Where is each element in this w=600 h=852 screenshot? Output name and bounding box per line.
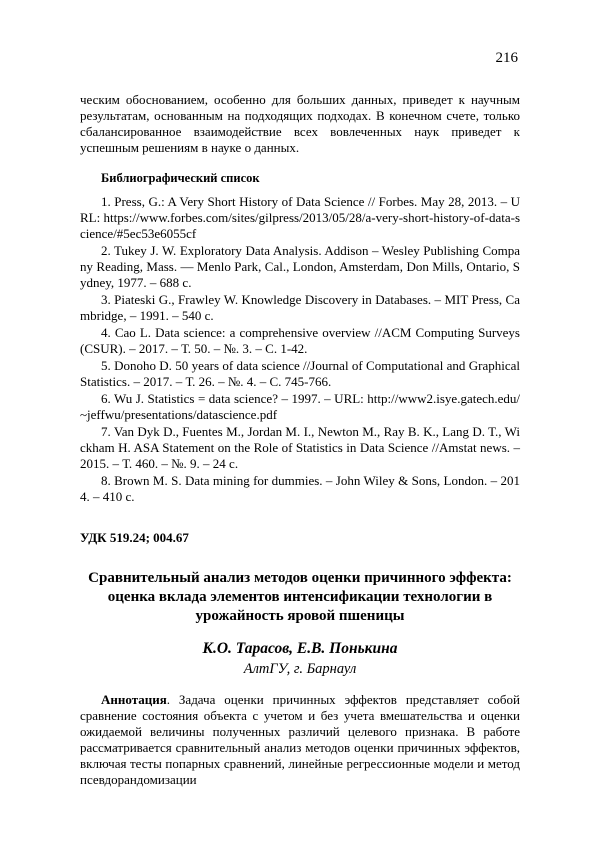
bibliography-heading: Библиографический список xyxy=(80,170,520,186)
reference-item-5: 5. Donoho D. 50 years of data science //Journal of Computational and Graphical Statistics. – 2017. – Т. 26. – №. 4. – С. 745-766. xyxy=(80,358,520,390)
reference-item-2: 2. Tukey J. W. Exploratory Data Analysis. Addison – Wesley Publishing Company Reading, Mass. — Menlo Park, Cal., London, Amsterdam, Don Mills, Ontario, Sydney, 1977. – 688 c. xyxy=(80,243,520,291)
reference-item-4: 4. Cao L. Data science: a comprehensive overview //ACM Computing Surveys (CSUR). – 2017. – Т. 50. – №. 3. – С. 1-42. xyxy=(80,325,520,357)
intro-paragraph: ческим обоснованием, особенно для больших данных, приведет к научным результатам, основанным на подходящих подходах. В конечном счете, только сбалансированное взаимодействие всех вовлеченных наук приведет к успешным решениям в науке о данных. xyxy=(80,92,520,156)
author-affiliation: АлтГУ, г. Барнаул xyxy=(80,660,520,678)
page-number: 216 xyxy=(496,50,519,67)
article-authors: К.О. Тарасов, Е.В. Понькина xyxy=(80,639,520,658)
abstract-text: . Задача оценки причинных эффектов представляет собой сравнение состояния объекта с учетом и без учета вмешательства и оценки ожидаемой величины полученных различий целевого признака. В работе рассматривается сравнительный анализ методов оценки причинных эффектов, включая тесты попарных сравнений, линейные регрессионные модели и метод псевдорандомизации xyxy=(80,692,520,787)
abstract-paragraph xyxy=(80,692,520,788)
page-content xyxy=(80,92,520,788)
document-page xyxy=(0,0,600,852)
reference-list xyxy=(80,194,520,505)
udk-code: УДК 519.24; 004.67 xyxy=(80,530,520,546)
reference-item-3: 3. Piateski G., Frawley W. Knowledge Discovery in Databases. – MIT Press, Cambridge, – 1991. – 540 c. xyxy=(80,292,520,324)
reference-item-7: 7. Van Dyk D., Fuentes M., Jordan M. I., Newton M., Ray B. K., Lang D. T., Wickham H. ASA Statement on the Role of Statistics in Data Science //Amstat news. – 2015. – Т. 460. – №. 9. – 24 с. xyxy=(80,424,520,472)
article-title: Сравнительный анализ методов оценки причинного эффекта: оценка вклада элементов интенсификации технологии в урожайность яровой пшеницы xyxy=(86,569,514,626)
abstract-label: Аннотация xyxy=(101,692,167,707)
reference-item-6: 6. Wu J. Statistics = data science? – 1997. – URL: http://www2.isye.gatech.edu/~jeffwu/presentations/datascience.pdf xyxy=(80,391,520,423)
reference-item-8: 8. Brown M. S. Data mining for dummies. – John Wiley & Sons, London. – 2014. – 410 с. xyxy=(80,473,520,505)
reference-item-1: 1. Press, G.: A Very Short History of Data Science // Forbes. May 28, 2013. – URL: https://www.forbes.com/sites/gilpress/2013/05/28/a-very-short-history-of-data-science/#5ec53e6055cf xyxy=(80,194,520,242)
